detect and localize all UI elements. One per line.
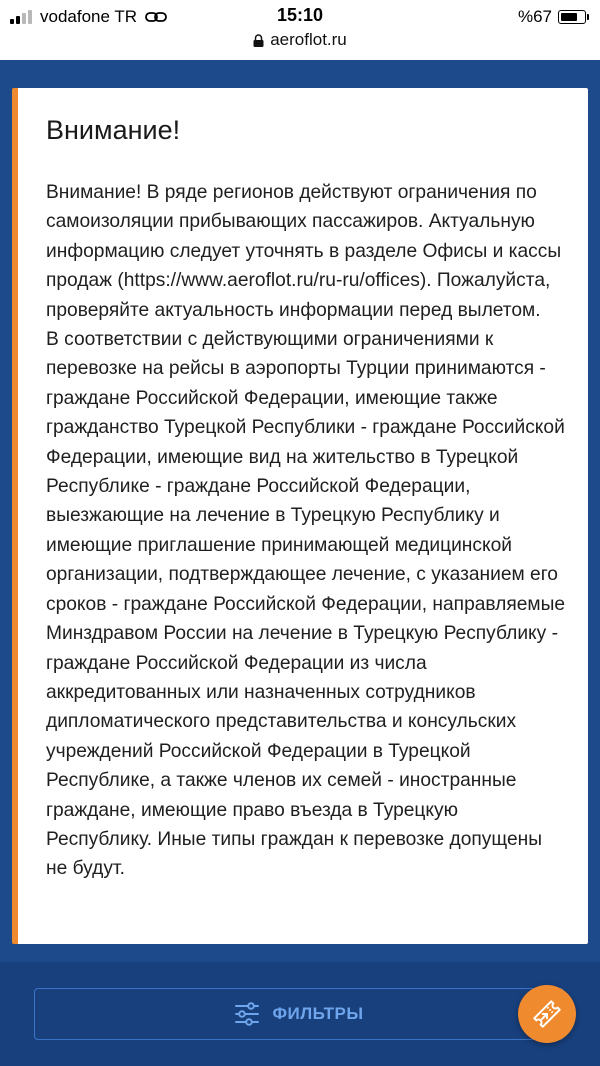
notice-card xyxy=(12,88,588,944)
boarding-pass-button[interactable] xyxy=(518,985,576,1043)
notice-title: Внимание! xyxy=(46,115,181,145)
battery-icon xyxy=(558,10,586,24)
sliders-icon xyxy=(234,1002,260,1026)
url-text: aeroflot.ru xyxy=(270,30,347,49)
address-bar[interactable] xyxy=(0,30,600,50)
battery-percentage: %67 xyxy=(517,7,552,26)
notice-paragraph: В соответствии с действующими ограничениями к перевозке на рейсы в аэропорты Турции принимаются - граждане Российской Федерации, имеющие также гражданство Турецкой Республики - граждане Российской Федерации, имеющие вид на жительство в Турецкой Республике - граждане Российской Федерации, выезжающие на лечение в Турецкую Республику и имеющие приглашение принимающей медицинской организации, подтверждающее лечение, с указанием его сроков - граждане Российской Федерации, направляемые Минздравом России на лечение в Турецкую Республику - граждане Российской Федерации из числа аккредитованных или назначенных сотрудников дипломатического представительства и консульских учреждений Российской Федерации в Турецкой Республике, а также членов их семей - иностранные граждане, имеющие право въезда в Турецкую Республику. Иные типы граждан к перевозке допущены не будут. xyxy=(46,329,566,880)
carrier-name: vodafone TR xyxy=(40,7,138,26)
notice-paragraph: Внимание! В ряде регионов действуют ограничения по самоизоляции прибывающих пассажиров. Актуальную информацию следует уточнять в разделе Офисы и кассы продаж (https://www.aeroflot.ru/ru-ru/offices). Пожалуйста, проверяйте актуальность информации перед вылетом. xyxy=(46,182,562,321)
status-bar-right xyxy=(518,6,586,28)
boarding-pass-icon xyxy=(530,997,564,1031)
bottom-bar xyxy=(0,962,600,1066)
lock-icon xyxy=(253,34,264,47)
notice-body xyxy=(46,178,566,884)
status-time: 15:10 xyxy=(276,5,324,25)
filters-button[interactable] xyxy=(34,988,564,1040)
filters-label: ФИЛЬТРЫ xyxy=(272,1004,364,1023)
status-bar xyxy=(0,0,600,60)
